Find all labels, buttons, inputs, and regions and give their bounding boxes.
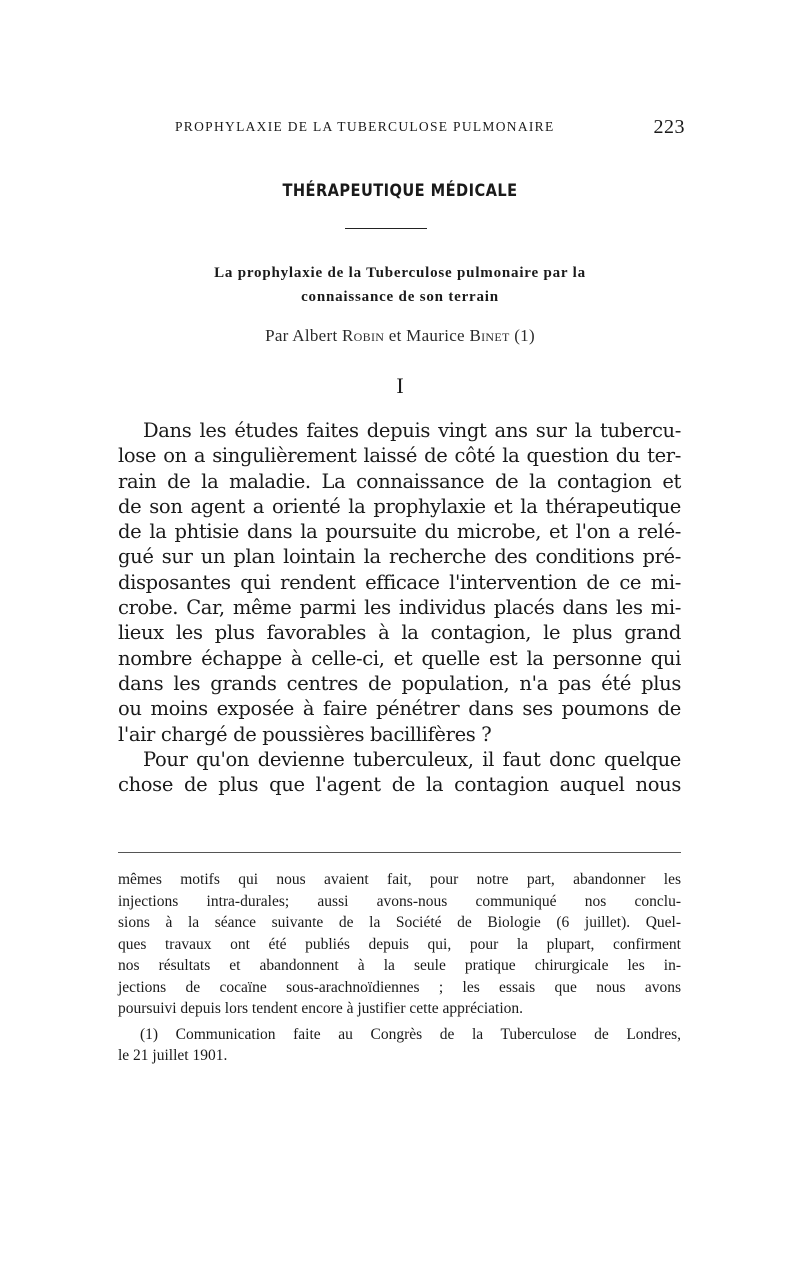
body-line: nombre échappe à celle-ci, et quelle est la personne qui <box>118 646 681 670</box>
body-line: ou moins exposée à faire pénétrer dans ses poumons de <box>118 697 681 721</box>
footnote-line: nos résultats et abandonnent à la seule pratique chirurgicale les in- <box>118 957 681 974</box>
authors-prefix: Par Albert <box>265 326 343 345</box>
section-title: THÉRAPEUTIQUE MÉDICALE <box>282 181 518 201</box>
author-robin: Robin <box>342 326 385 345</box>
body-line: lose on a singulièrement laissé de côté la question du ter- <box>118 444 681 468</box>
footnote-line: jections de cocaïne sous-arachnoïdiennes ; les essais que nous avons <box>118 978 681 996</box>
author-binet: Binet <box>469 326 510 345</box>
body-line: de la phtisie dans la poursuite du microbe, et l'on a relé- <box>118 520 681 544</box>
running-title: PROPHYLAXIE DE LA TUBERCULOSE PULMONAIRE <box>175 119 555 134</box>
footnotes <box>118 869 681 1067</box>
body-line: rain de la maladie. La connaissance de la contagion et <box>118 469 681 493</box>
body-line: dans les grands centres de population, n'a pas été plus <box>118 671 681 695</box>
footnote-1-line: le 21 juillet 1901. <box>118 1047 228 1064</box>
body-line: de son agent a orienté la prophylaxie et la thérapeutique <box>118 494 681 518</box>
footnote-ref: (1) <box>509 326 535 345</box>
part-numeral: I <box>396 373 404 398</box>
article-title-line-1: La prophylaxie de la Tuberculose pulmonaire par la <box>214 265 586 281</box>
page-number: 223 <box>653 116 685 138</box>
footnote-line: poursuivi depuis lors tendent encore à justifier cette appréciation. <box>118 1000 524 1017</box>
article-authors <box>0 326 800 346</box>
body-line: disposantes qui rendent efficace l'intervention de ce mi- <box>118 570 681 594</box>
article-title <box>0 261 800 309</box>
body-text <box>118 418 681 797</box>
footnote-line: sions à la séance suivante de la Société de Biologie (6 juillet). Quel- <box>118 914 681 931</box>
body-line: lieux les plus favorables à la contagion, le plus grand <box>118 621 681 645</box>
title-rule <box>345 228 427 229</box>
body-line: crobe. Car, même parmi les individus placés dans les mi- <box>118 596 681 620</box>
footnote-rule <box>118 852 681 853</box>
body-line: Pour qu'on devienne tuberculeux, il faut donc quelque <box>143 747 681 771</box>
running-head <box>175 116 685 140</box>
footnote-1-line: (1) Communication faite au Congrès de la Tuberculose de Londres, <box>140 1025 681 1043</box>
footnote-line: mêmes motifs qui nous avaient fait, pour notre part, abandonner les <box>118 871 681 888</box>
body-line: Dans les études faites depuis vingt ans sur la tubercu- <box>143 419 681 442</box>
body-line: l'air chargé de poussières bacillifères ? <box>118 722 492 746</box>
authors-middle: et Maurice <box>384 326 470 345</box>
body-line: gué sur un plan lointain la recherche des conditions pré- <box>118 545 681 569</box>
footnote-line: ques travaux ont été publiés depuis qui, pour la plupart, confirment <box>118 935 681 953</box>
article-title-line-2: connaissance de son terrain <box>301 289 499 305</box>
body-line: chose de plus que l'agent de la contagion auquel nous <box>118 773 681 797</box>
footnote-line: injections intra-durales; aussi avons-nous communiqué nos conclu- <box>118 892 681 910</box>
